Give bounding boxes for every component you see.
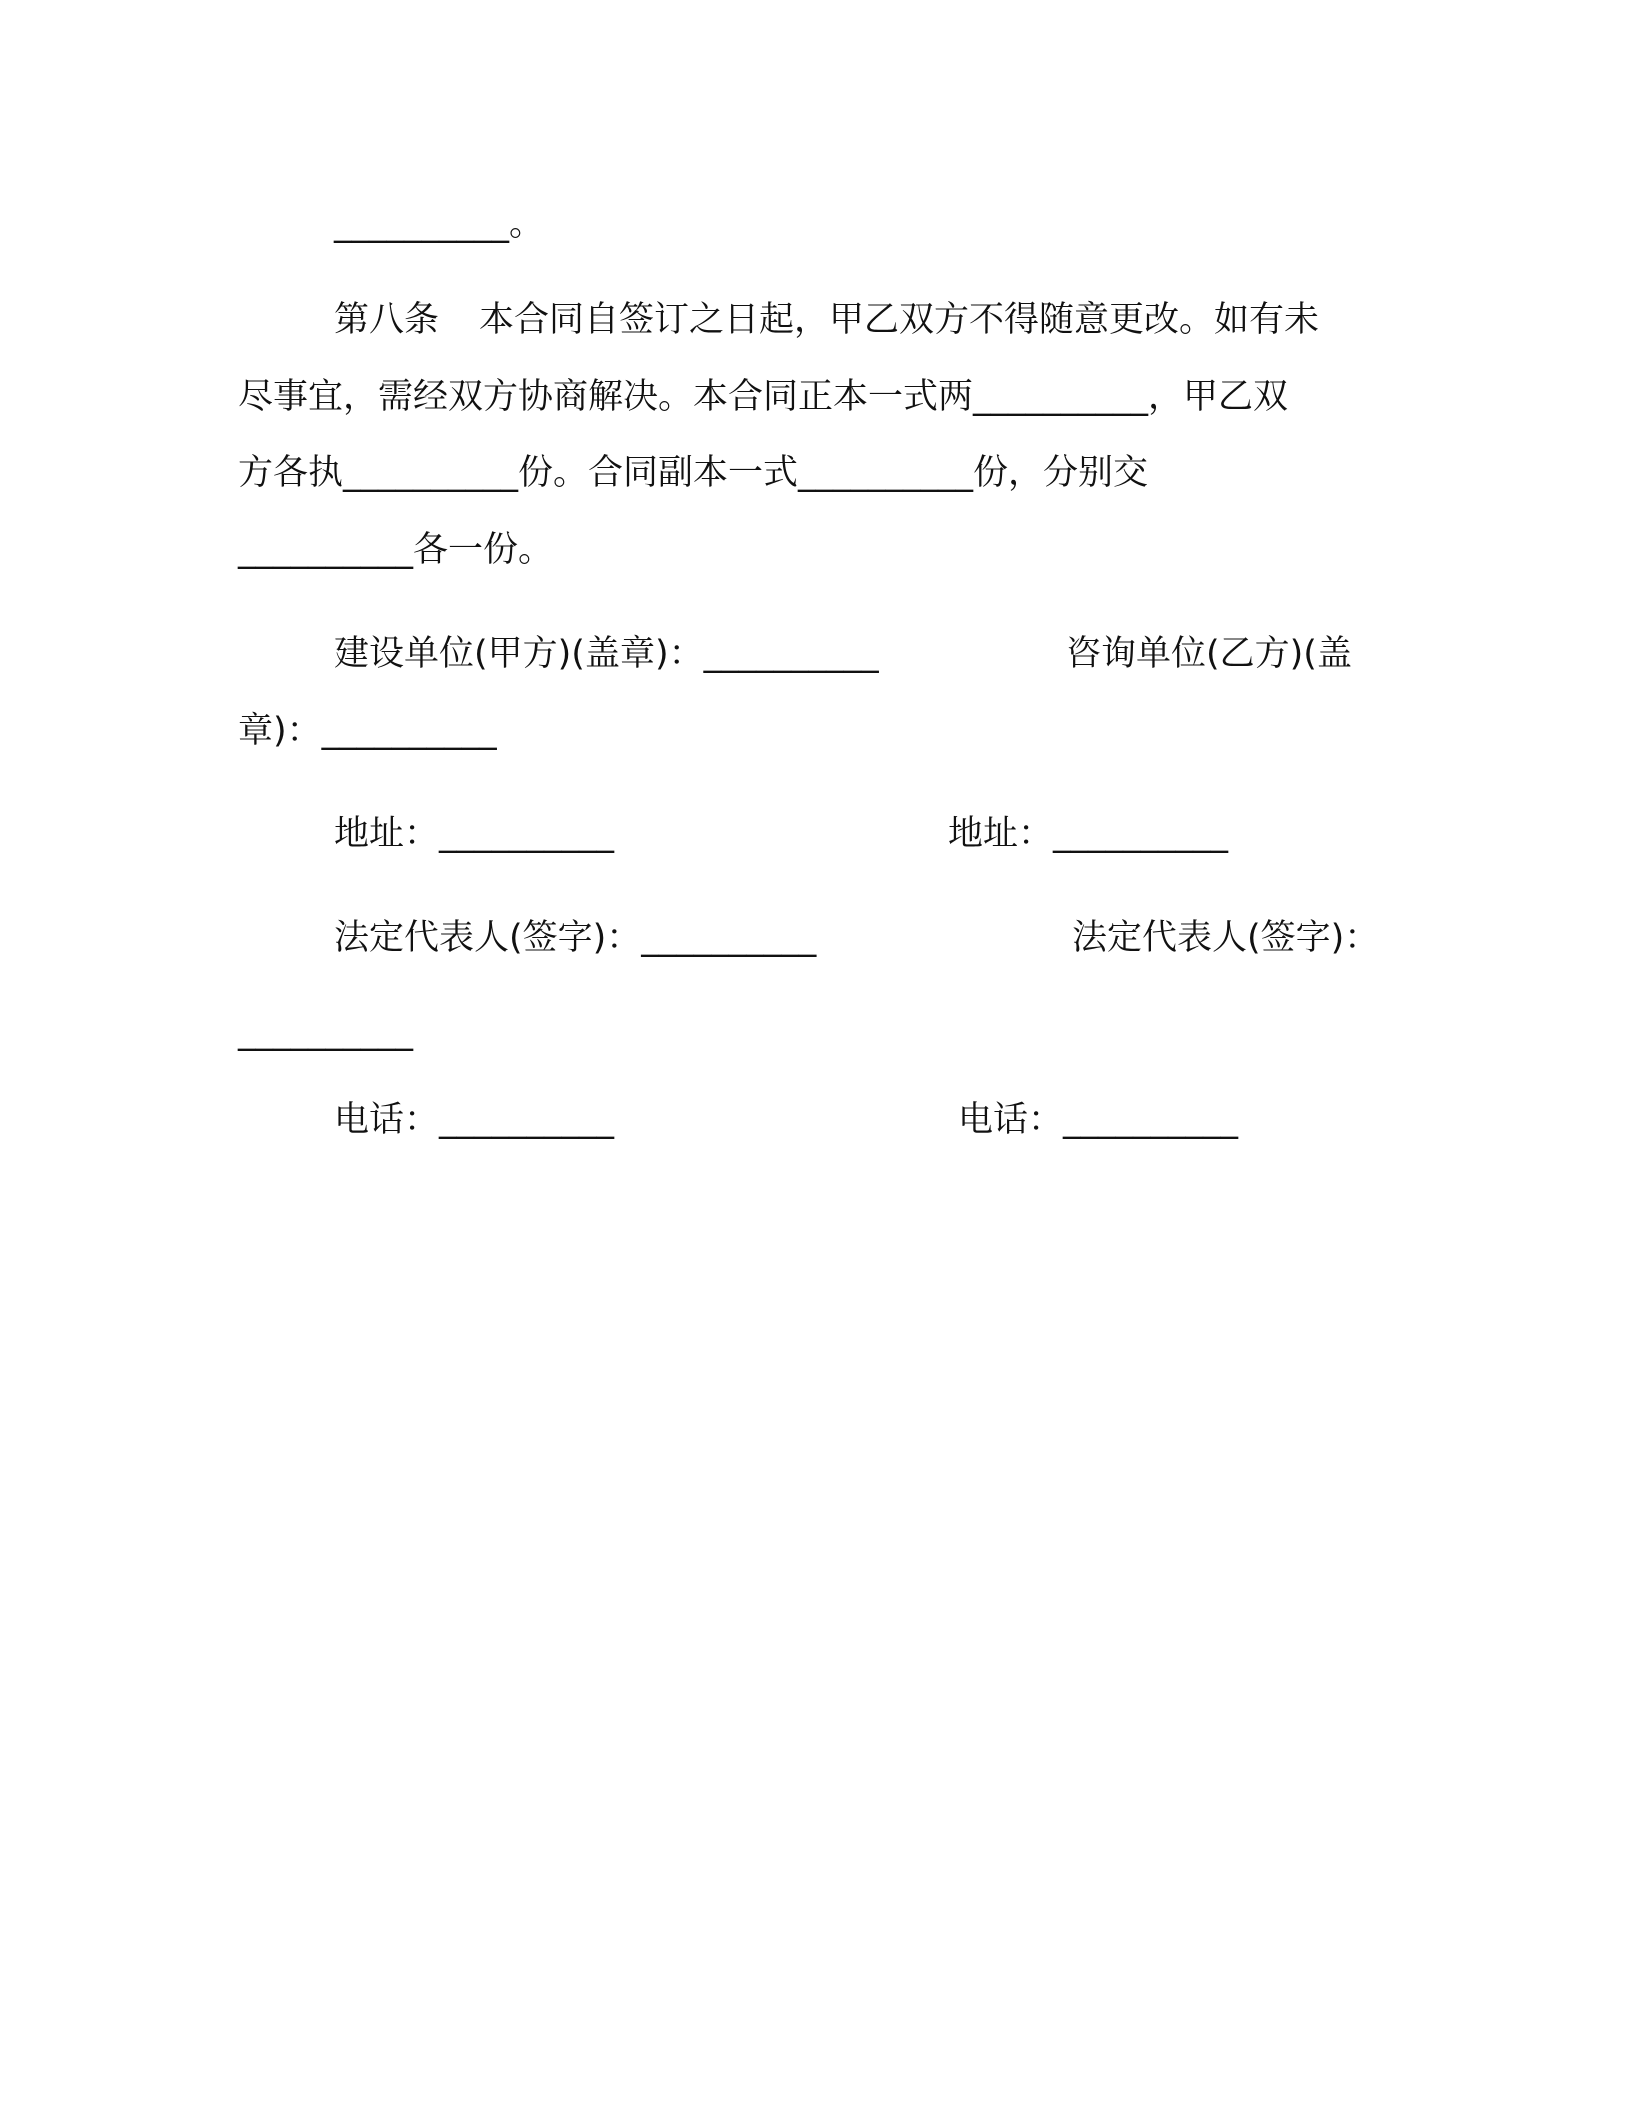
party-a-legal-representative-field: 法定代表人(签字)：__________ [334,918,817,958]
article-8-text: 本合同自签订之日起，甲乙双方不得随意更改。如有未 [479,300,1320,340]
article-8-line-1 [334,298,1319,342]
party-b-legal-representative-blank: __________ [238,1012,413,1052]
article-8-line-3: 方各执__________份。合同副本一式__________份，分别交 [238,453,1149,493]
party-a-phone-field: 电话：__________ [334,1100,615,1140]
continuation-line: __________。 [334,204,545,244]
party-a-address-field: 地址：__________ [334,814,615,854]
party-b-seal-field-continued: 章)：__________ [238,711,497,751]
party-b-legal-representative-field: 法定代表人(签字)： [1072,918,1380,958]
article-8-heading: 第八条 [334,300,440,340]
party-b-address-field: 地址：__________ [948,814,1229,854]
party-b-phone-field: 电话：__________ [958,1100,1239,1140]
article-8-line-2: 尽事宜，需经双方协商解决。本合同正本一式两__________，甲乙双 [238,377,1289,417]
party-a-seal-field: 建设单位(甲方)(盖章)：__________ [334,634,879,674]
party-b-seal-field: 咨询单位(乙方)(盖 [1066,634,1352,674]
article-8-line-4: __________各一份。 [238,530,554,570]
